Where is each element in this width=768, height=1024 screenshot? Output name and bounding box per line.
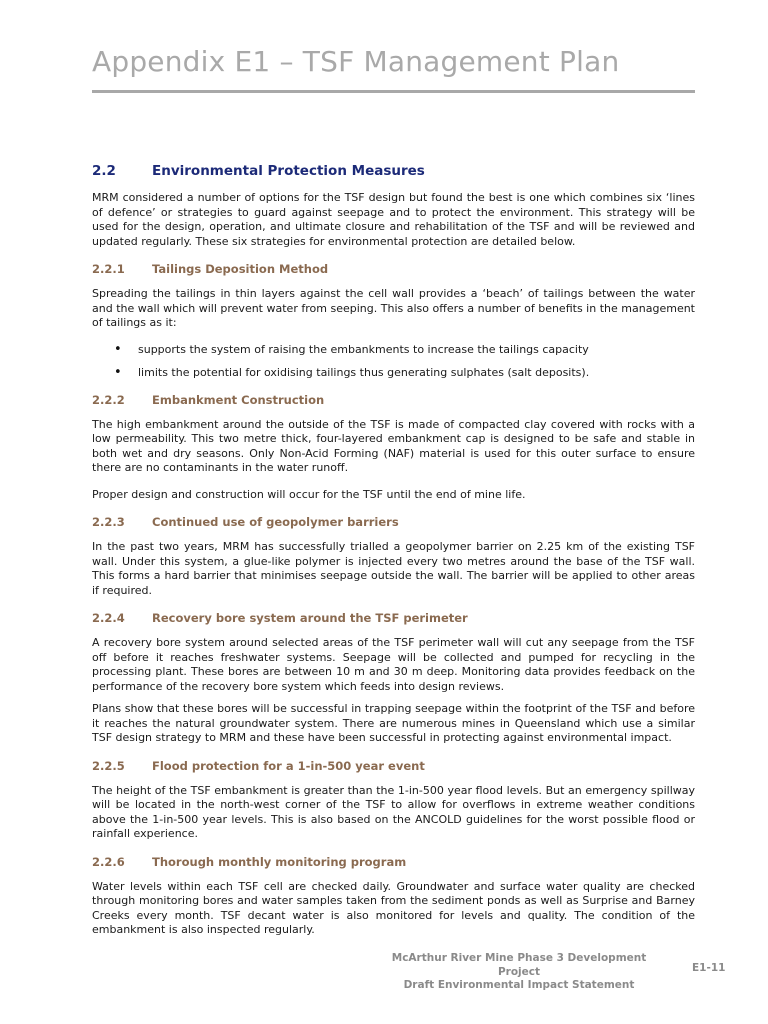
subsection-heading xyxy=(92,758,695,774)
paragraph: Proper design and construction will occur for the TSF until the end of mine life. xyxy=(92,487,526,501)
subsection-number: 2.2.3 xyxy=(92,515,125,529)
subsection-title: Continued use of geopolymer barriers xyxy=(152,515,399,529)
paragraph: In the past two years, MRM has successfully trialled a geopolymer barrier on 2.25 km of the existing TSF wall. Under this system, a glue-like polymer is injected every two metres around the base of the TSF wall. This forms a hard barrier that minimises seepage outside the wall. The barrier will be applied to other areas if required. xyxy=(92,540,695,597)
subsection-title: Recovery bore system around the TSF perimeter xyxy=(152,611,468,625)
paragraph: Spreading the tailings in thin layers against the cell wall provides a ‘beach’ of tailings between the water and the wall which will prevent water from seeping. This also offers a number of benefits in the management of tailings as it: xyxy=(92,287,695,329)
list-item: • limits the potential for oxidising tailings thus generating sulphates (salt deposits). xyxy=(92,366,695,380)
subsection-heading xyxy=(92,392,695,408)
footer-document-name: Draft Environmental Impact Statement xyxy=(403,979,635,991)
subsection-title: Tailings Deposition Method xyxy=(152,262,329,276)
subsection-number: 2.2.5 xyxy=(92,758,125,773)
page-header-title: Appendix E1 – TSF Management Plan xyxy=(92,45,620,78)
page-number: E1-11 xyxy=(692,962,726,974)
bullet-list xyxy=(92,343,695,380)
subsection-title: Thorough monthly monitoring program xyxy=(152,854,407,869)
section-title: Environmental Protection Measures xyxy=(152,163,425,179)
paragraph: Water levels within each TSF cell are checked daily. Groundwater and surface water quality are checked through monitoring bores and water samples taken from the sediment ponds as well as Surprise and Barney Creeks every month. TSF decant water is also monitored for levels and quality. The condition of the embankment is also inspected regularly. xyxy=(92,879,695,936)
subsection-number: 2.2.1 xyxy=(92,262,125,276)
section-number: 2.2 xyxy=(92,163,116,179)
paragraph: The high embankment around the outside of the TSF is made of compacted clay covered with rocks with a low permeability. This two metre thick, four-layered embankment cap is designed to be safe and stable in both wet and dry seasons. Only Non-Acid Forming (NAF) material is used for this outer surface to ensure there are no contaminants in the water runoff. xyxy=(92,417,695,474)
subsection-heading xyxy=(92,854,695,870)
footer-project-name: McArthur River Mine Phase 3 Development Project xyxy=(391,952,647,978)
subsection-title: Embankment Construction xyxy=(152,392,325,407)
section-intro: MRM considered a number of options for the TSF design but found the best is one which combines six ‘lines of defence’ or strategies to guard against seepage and to protect the environment. This strategy will be used for the design, operation, and ultimate closure and rehabilitation of the TSF and will be reviewed and updated regularly. These six strategies for environmental protection are detailed below. xyxy=(92,191,695,248)
section-heading xyxy=(92,162,695,180)
subsection-heading xyxy=(92,261,695,277)
subsection-heading xyxy=(92,514,695,530)
document-body xyxy=(92,162,695,946)
subsection-number: 2.2.6 xyxy=(92,854,125,869)
paragraph: Plans show that these bores will be successful in trapping seepage within the footprint of the TSF and before it reaches the natural groundwater system. There are numerous mines in Queensland which use a similar TSF design strategy to MRM and these have been successful in protecting against environmental impact. xyxy=(92,702,695,744)
subsection-number: 2.2.2 xyxy=(92,392,125,407)
paragraph: The height of the TSF embankment is greater than the 1-in-500 year flood levels. But an emergency spillway will be located in the north-west corner of the TSF to allow for overflows in extreme weather conditions above the 1-in-500 year levels. This is also based on the ANCOLD guidelines for the worst possible flood or rainfall experience. xyxy=(92,783,695,840)
subsection-number: 2.2.4 xyxy=(92,611,125,625)
paragraph: A recovery bore system around selected areas of the TSF perimeter wall will cut any seepage from the TSF off before it reaches freshwater systems. Seepage will be collected and pumped for recycling in the processing plant. These bores are between 10 m and 30 m deep. Monitoring data provides feedback on the performance of the recovery bore system which feeds into design reviews. xyxy=(92,636,695,693)
list-item: • supports the system of raising the embankments to increase the tailings capacity xyxy=(92,343,695,357)
subsection-title: Flood protection for a 1-in-500 year event xyxy=(152,758,425,773)
header-divider xyxy=(92,90,695,93)
page-footer xyxy=(370,952,668,993)
subsection-heading xyxy=(92,610,695,626)
